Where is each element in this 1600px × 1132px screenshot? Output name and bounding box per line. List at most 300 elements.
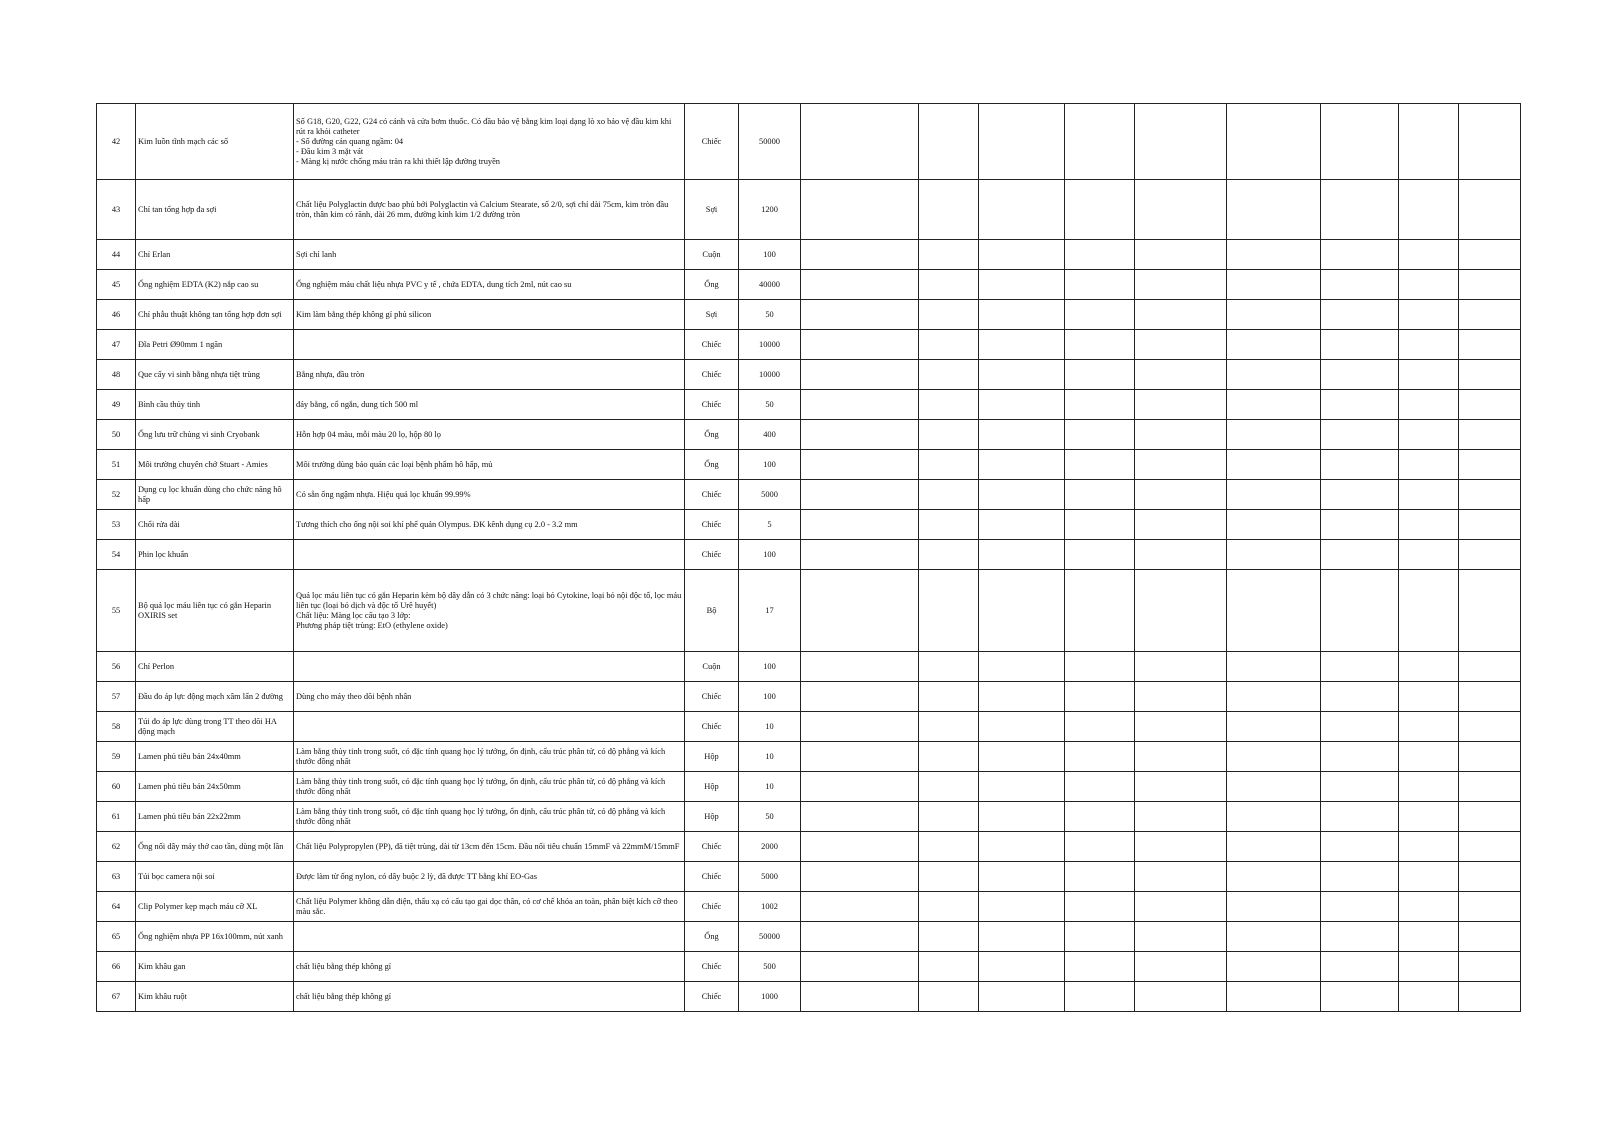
row-number-text: 62 xyxy=(111,841,121,851)
empty-cell xyxy=(1399,922,1459,952)
empty-cell xyxy=(1399,952,1459,982)
item-description-cell xyxy=(294,540,685,570)
item-name-cell xyxy=(136,180,294,240)
item-unit-text: Chiếc xyxy=(701,519,722,529)
empty-cell xyxy=(1135,982,1227,1012)
item-unit-text: Chiếc xyxy=(701,339,722,349)
row-number-text: 60 xyxy=(111,781,121,791)
empty-cell xyxy=(1065,652,1135,682)
row-number-cell xyxy=(97,832,136,862)
empty-cell xyxy=(801,570,919,652)
item-name-text: Đĩa Petri Ø90mm 1 ngăn xyxy=(138,339,223,349)
empty-cell xyxy=(1459,510,1521,540)
empty-cell xyxy=(1321,682,1399,712)
empty-cell xyxy=(1065,450,1135,480)
empty-cell xyxy=(1227,982,1321,1012)
table-row xyxy=(97,742,1521,772)
empty-cell xyxy=(1227,772,1321,802)
empty-cell xyxy=(1399,510,1459,540)
item-unit-cell xyxy=(685,570,739,652)
empty-cell xyxy=(919,420,979,450)
item-description-text: Sợi chỉ lanh xyxy=(296,249,337,259)
empty-cell xyxy=(801,330,919,360)
empty-cell xyxy=(1459,180,1521,240)
empty-cell xyxy=(1065,390,1135,420)
empty-cell xyxy=(1459,892,1521,922)
item-unit-cell xyxy=(685,104,739,180)
empty-cell xyxy=(1321,390,1399,420)
empty-cell xyxy=(801,982,919,1012)
empty-cell xyxy=(1227,104,1321,180)
empty-cell xyxy=(801,772,919,802)
empty-cell xyxy=(919,892,979,922)
empty-cell xyxy=(1399,180,1459,240)
empty-cell xyxy=(801,540,919,570)
empty-cell xyxy=(1459,104,1521,180)
empty-cell xyxy=(1065,480,1135,510)
empty-cell xyxy=(1135,742,1227,772)
item-name-cell xyxy=(136,682,294,712)
item-description-cell xyxy=(294,892,685,922)
empty-cell xyxy=(801,480,919,510)
empty-cell xyxy=(919,772,979,802)
row-number-text: 55 xyxy=(111,605,121,615)
item-description-cell xyxy=(294,772,685,802)
item-name-cell xyxy=(136,832,294,862)
empty-cell xyxy=(1321,862,1399,892)
empty-cell xyxy=(1065,802,1135,832)
item-quantity-text: 10000 xyxy=(759,369,780,379)
item-quantity-text: 10 xyxy=(765,781,774,791)
item-description-text: Dùng cho máy theo dõi bệnh nhân xyxy=(296,691,412,701)
item-unit-text: Chiếc xyxy=(701,489,722,499)
item-description-cell xyxy=(294,982,685,1012)
row-number-text: 49 xyxy=(111,399,121,409)
item-quantity-text: 50 xyxy=(765,399,774,409)
empty-cell xyxy=(1135,862,1227,892)
empty-cell xyxy=(979,802,1065,832)
empty-cell xyxy=(1399,480,1459,510)
row-number-cell xyxy=(97,390,136,420)
item-name-text: Phin lọc khuẩn xyxy=(138,549,189,559)
item-name-text: Ống lưu trữ chủng vi sinh Cryobank xyxy=(138,429,260,439)
empty-cell xyxy=(1135,922,1227,952)
empty-cell xyxy=(919,510,979,540)
item-description-text: Làm bằng thủy tinh trong suốt, có đặc tính quang học lý tưởng, ổn định, cấu trúc phân tử, có độ phẳng và kích thước đồng nhất xyxy=(296,806,666,826)
row-number-text: 42 xyxy=(111,136,121,146)
row-number-cell xyxy=(97,802,136,832)
item-description-text: Làm bằng thủy tinh trong suốt, có đặc tính quang học lý tưởng, ổn định, cấu trúc phân tử, có độ phẳng và kích thước đồng nhất xyxy=(296,776,666,796)
item-name-cell xyxy=(136,862,294,892)
empty-cell xyxy=(1227,180,1321,240)
row-number-cell xyxy=(97,300,136,330)
item-name-cell xyxy=(136,420,294,450)
empty-cell xyxy=(801,104,919,180)
empty-cell xyxy=(1321,450,1399,480)
empty-cell xyxy=(919,450,979,480)
empty-cell xyxy=(1135,510,1227,540)
empty-cell xyxy=(801,652,919,682)
empty-cell xyxy=(1459,480,1521,510)
item-quantity-cell xyxy=(739,772,801,802)
item-unit-cell xyxy=(685,540,739,570)
item-name-cell xyxy=(136,802,294,832)
item-description-cell xyxy=(294,480,685,510)
item-unit-text: Cuộn xyxy=(702,661,721,671)
item-description-text: Ống nghiệm máu chất liệu nhựa PVC y tế , chứa EDTA, dung tích 2ml, nút cao su xyxy=(296,279,572,289)
item-unit-text: Ống xyxy=(704,429,719,439)
row-number-cell xyxy=(97,772,136,802)
item-unit-cell xyxy=(685,360,739,390)
item-description-cell xyxy=(294,802,685,832)
item-quantity-cell xyxy=(739,922,801,952)
empty-cell xyxy=(1227,360,1321,390)
empty-cell xyxy=(1227,300,1321,330)
item-unit-text: Chiếc xyxy=(701,991,722,1001)
empty-cell xyxy=(979,652,1065,682)
item-description-cell xyxy=(294,360,685,390)
item-name-text: Chỉ Perlon xyxy=(138,661,175,671)
empty-cell xyxy=(801,270,919,300)
empty-cell xyxy=(1321,270,1399,300)
row-number-text: 45 xyxy=(111,279,121,289)
empty-cell xyxy=(919,802,979,832)
empty-cell xyxy=(1227,420,1321,450)
item-name-text: Túi đo áp lực dùng trong TT theo dõi HA động mạch xyxy=(138,716,277,736)
empty-cell xyxy=(1065,104,1135,180)
item-name-text: Túi bọc camera nội soi xyxy=(138,871,215,881)
item-description-cell xyxy=(294,270,685,300)
table-row xyxy=(97,892,1521,922)
item-quantity-text: 10000 xyxy=(759,339,780,349)
empty-cell xyxy=(979,892,1065,922)
empty-cell xyxy=(1135,480,1227,510)
empty-cell xyxy=(979,952,1065,982)
empty-cell xyxy=(1065,922,1135,952)
empty-cell xyxy=(979,772,1065,802)
empty-cell xyxy=(801,682,919,712)
item-name-cell xyxy=(136,742,294,772)
item-description-text: Môi trường dùng bảo quản các loại bệnh phẩm hô hấp, mủ xyxy=(296,459,493,469)
empty-cell xyxy=(979,510,1065,540)
item-unit-cell xyxy=(685,802,739,832)
empty-cell xyxy=(1399,742,1459,772)
row-number-cell xyxy=(97,510,136,540)
empty-cell xyxy=(1321,180,1399,240)
empty-cell xyxy=(801,712,919,742)
empty-cell xyxy=(1399,420,1459,450)
empty-cell xyxy=(1065,420,1135,450)
row-number-text: 44 xyxy=(111,249,121,259)
item-name-text: Kim luồn tĩnh mạch các số xyxy=(138,136,229,146)
item-description-cell xyxy=(294,180,685,240)
empty-cell xyxy=(979,570,1065,652)
item-quantity-cell xyxy=(739,712,801,742)
item-quantity-text: 17 xyxy=(765,605,774,615)
empty-cell xyxy=(1065,300,1135,330)
row-number-cell xyxy=(97,652,136,682)
item-name-text: Bình cầu thủy tinh xyxy=(138,399,201,409)
empty-cell xyxy=(919,570,979,652)
item-name-text: Clip Polymer kẹp mạch máu cỡ XL xyxy=(138,901,258,911)
empty-cell xyxy=(1399,682,1459,712)
row-number-text: 48 xyxy=(111,369,121,379)
item-quantity-text: 100 xyxy=(763,549,776,559)
empty-cell xyxy=(1459,772,1521,802)
row-number-text: 46 xyxy=(111,309,121,319)
empty-cell xyxy=(1065,862,1135,892)
empty-cell xyxy=(1321,832,1399,862)
item-unit-text: Chiếc xyxy=(701,841,722,851)
row-number-text: 52 xyxy=(111,489,121,499)
table-row xyxy=(97,540,1521,570)
row-number-cell xyxy=(97,862,136,892)
empty-cell xyxy=(801,832,919,862)
item-unit-text: Chiếc xyxy=(701,871,722,881)
empty-cell xyxy=(1135,390,1227,420)
table-row xyxy=(97,420,1521,450)
empty-cell xyxy=(1459,952,1521,982)
item-description-text: Hỗn hợp 04 màu, mỗi màu 20 lọ, hộp 80 lọ xyxy=(296,429,441,439)
empty-cell xyxy=(1135,330,1227,360)
item-quantity-text: 50 xyxy=(765,811,774,821)
empty-cell xyxy=(801,952,919,982)
table-row xyxy=(97,952,1521,982)
empty-cell xyxy=(1065,180,1135,240)
empty-cell xyxy=(1135,682,1227,712)
item-unit-text: Hộp xyxy=(704,781,719,791)
item-unit-text: Chiếc xyxy=(701,369,722,379)
empty-cell xyxy=(979,420,1065,450)
empty-cell xyxy=(1227,240,1321,270)
empty-cell xyxy=(979,240,1065,270)
empty-cell xyxy=(1459,540,1521,570)
empty-cell xyxy=(1399,540,1459,570)
empty-cell xyxy=(1459,390,1521,420)
empty-cell xyxy=(1399,862,1459,892)
empty-cell xyxy=(1227,832,1321,862)
empty-cell xyxy=(1459,862,1521,892)
empty-cell xyxy=(1135,270,1227,300)
item-unit-cell xyxy=(685,682,739,712)
empty-cell xyxy=(1399,390,1459,420)
empty-cell xyxy=(1227,270,1321,300)
empty-cell xyxy=(801,922,919,952)
empty-cell xyxy=(1321,802,1399,832)
item-description-text: đáy bằng, cổ ngắn, dung tích 500 ml xyxy=(296,399,419,409)
item-quantity-cell xyxy=(739,240,801,270)
item-quantity-text: 400 xyxy=(763,429,776,439)
empty-cell xyxy=(801,892,919,922)
item-name-text: Ống nghiệm EDTA (K2) nắp cao su xyxy=(138,279,259,289)
item-quantity-text: 5000 xyxy=(761,871,778,881)
empty-cell xyxy=(1459,330,1521,360)
item-unit-text: Sợi xyxy=(705,309,718,319)
empty-cell xyxy=(1399,712,1459,742)
row-number-text: 53 xyxy=(111,519,121,529)
item-unit-cell xyxy=(685,892,739,922)
item-quantity-text: 50000 xyxy=(759,931,780,941)
item-unit-cell xyxy=(685,480,739,510)
empty-cell xyxy=(1135,952,1227,982)
item-description-cell xyxy=(294,742,685,772)
item-name-text: Chỉ Erlan xyxy=(138,249,171,259)
empty-cell xyxy=(1227,480,1321,510)
item-unit-cell xyxy=(685,742,739,772)
item-name-text: Ống nối dây máy thở cao tần, dùng một lần xyxy=(138,841,284,851)
table-body xyxy=(97,104,1521,1012)
item-name-cell xyxy=(136,772,294,802)
empty-cell xyxy=(1227,390,1321,420)
item-unit-cell xyxy=(685,300,739,330)
row-number-text: 63 xyxy=(111,871,121,881)
empty-cell xyxy=(1459,982,1521,1012)
item-name-text: Chỉ phẫu thuật không tan tổng hợp đơn sợi xyxy=(138,309,282,319)
item-quantity-cell xyxy=(739,862,801,892)
item-name-cell xyxy=(136,240,294,270)
empty-cell xyxy=(1399,802,1459,832)
empty-cell xyxy=(979,682,1065,712)
item-quantity-cell xyxy=(739,330,801,360)
empty-cell xyxy=(1065,682,1135,712)
row-number-cell xyxy=(97,892,136,922)
empty-cell xyxy=(1135,772,1227,802)
empty-cell xyxy=(1065,712,1135,742)
empty-cell xyxy=(1227,330,1321,360)
item-quantity-text: 10 xyxy=(765,721,774,731)
table-row xyxy=(97,330,1521,360)
table-row xyxy=(97,682,1521,712)
row-number-cell xyxy=(97,360,136,390)
row-number-cell xyxy=(97,570,136,652)
empty-cell xyxy=(1135,540,1227,570)
row-number-text: 47 xyxy=(111,339,121,349)
empty-cell xyxy=(1135,104,1227,180)
item-quantity-text: 10 xyxy=(765,751,774,761)
item-quantity-text: 100 xyxy=(763,691,776,701)
item-name-text: Lamen phủ tiêu bản 22x22mm xyxy=(138,811,241,821)
table-row xyxy=(97,772,1521,802)
empty-cell xyxy=(919,652,979,682)
empty-cell xyxy=(1321,540,1399,570)
empty-cell xyxy=(919,180,979,240)
item-name-text: Kim khâu gan xyxy=(138,961,186,971)
empty-cell xyxy=(979,330,1065,360)
item-description-cell xyxy=(294,652,685,682)
empty-cell xyxy=(1135,832,1227,862)
item-unit-cell xyxy=(685,952,739,982)
item-description-cell xyxy=(294,922,685,952)
empty-cell xyxy=(1321,300,1399,330)
empty-cell xyxy=(1065,952,1135,982)
item-description-text: Quả lọc máu liên tục có gắn Heparin kèm bộ dây dẫn có 3 chức năng: loại bỏ Cytokine, loại bỏ nội độc tố, lọc máu liên tục (loại bỏ dịch và độc tố Urê huyết) Chất liệu: Màng lọc cấu tạo 3 lớp: Phương pháp tiệt trùng: EtO (ethylene oxide) xyxy=(296,590,682,630)
item-description-cell xyxy=(294,390,685,420)
empty-cell xyxy=(801,742,919,772)
empty-cell xyxy=(919,240,979,270)
empty-cell xyxy=(1135,712,1227,742)
empty-cell xyxy=(919,390,979,420)
table-row xyxy=(97,712,1521,742)
empty-cell xyxy=(1321,360,1399,390)
item-unit-text: Ống xyxy=(704,931,719,941)
item-quantity-text: 1000 xyxy=(761,991,778,1001)
empty-cell xyxy=(979,982,1065,1012)
empty-cell xyxy=(979,450,1065,480)
empty-cell xyxy=(919,540,979,570)
item-description-text: Làm bằng thủy tinh trong suốt, có đặc tính quang học lý tưởng, ổn định, cấu trúc phân tử, có độ phẳng và kích thước đồng nhất xyxy=(296,746,666,766)
empty-cell xyxy=(1399,982,1459,1012)
empty-cell xyxy=(1135,652,1227,682)
empty-cell xyxy=(1065,892,1135,922)
item-unit-cell xyxy=(685,420,739,450)
item-unit-cell xyxy=(685,652,739,682)
item-unit-text: Ống xyxy=(704,279,719,289)
item-description-cell xyxy=(294,952,685,982)
item-unit-text: Bộ xyxy=(706,605,717,615)
item-description-cell xyxy=(294,420,685,450)
item-name-cell xyxy=(136,300,294,330)
empty-cell xyxy=(919,862,979,892)
empty-cell xyxy=(1321,892,1399,922)
empty-cell xyxy=(919,300,979,330)
row-number-cell xyxy=(97,922,136,952)
item-quantity-cell xyxy=(739,742,801,772)
empty-cell xyxy=(1399,240,1459,270)
item-description-cell xyxy=(294,104,685,180)
empty-cell xyxy=(1227,450,1321,480)
row-number-text: 64 xyxy=(111,901,121,911)
empty-cell xyxy=(1135,802,1227,832)
item-name-text: Kim khâu ruột xyxy=(138,991,187,1001)
item-quantity-cell xyxy=(739,832,801,862)
item-description-cell xyxy=(294,450,685,480)
item-name-cell xyxy=(136,982,294,1012)
empty-cell xyxy=(801,450,919,480)
item-unit-text: Hộp xyxy=(704,811,719,821)
empty-cell xyxy=(1135,240,1227,270)
row-number-text: 67 xyxy=(111,991,121,1001)
item-description-text: Số G18, G20, G22, G24 có cánh và cửa bơm thuốc. Có đầu bảo vệ bằng kim loại dạng lò xo bảo vệ đầu kim khi rút ra khỏi catheter - Số đường cản quang ngầm: 04 - Đầu kim 3 mặt vát - Màng kị nước chống máu tràn ra khi thiết lập đường truyền xyxy=(296,116,672,166)
item-unit-text: Chiếc xyxy=(701,691,722,701)
empty-cell xyxy=(1227,802,1321,832)
item-unit-cell xyxy=(685,772,739,802)
item-quantity-text: 40000 xyxy=(759,279,780,289)
item-quantity-cell xyxy=(739,892,801,922)
item-quantity-cell xyxy=(739,180,801,240)
item-name-cell xyxy=(136,540,294,570)
item-quantity-cell xyxy=(739,420,801,450)
empty-cell xyxy=(1135,420,1227,450)
item-quantity-text: 50000 xyxy=(759,136,780,146)
item-name-cell xyxy=(136,330,294,360)
empty-cell xyxy=(1227,952,1321,982)
item-description-cell xyxy=(294,712,685,742)
item-description-cell xyxy=(294,862,685,892)
item-name-cell xyxy=(136,480,294,510)
empty-cell xyxy=(1459,240,1521,270)
empty-cell xyxy=(1459,420,1521,450)
empty-cell xyxy=(1065,540,1135,570)
row-number-text: 43 xyxy=(111,204,121,214)
empty-cell xyxy=(1321,104,1399,180)
empty-cell xyxy=(1321,570,1399,652)
empty-cell xyxy=(1321,510,1399,540)
item-description-text: Được làm từ ống nylon, có dây buộc 2 lỳ, đã được TT bằng khí EO-Gas xyxy=(296,871,538,881)
empty-cell xyxy=(1459,922,1521,952)
item-description-cell xyxy=(294,300,685,330)
item-name-text: Chổi rửa dài xyxy=(138,519,180,529)
empty-cell xyxy=(1459,742,1521,772)
